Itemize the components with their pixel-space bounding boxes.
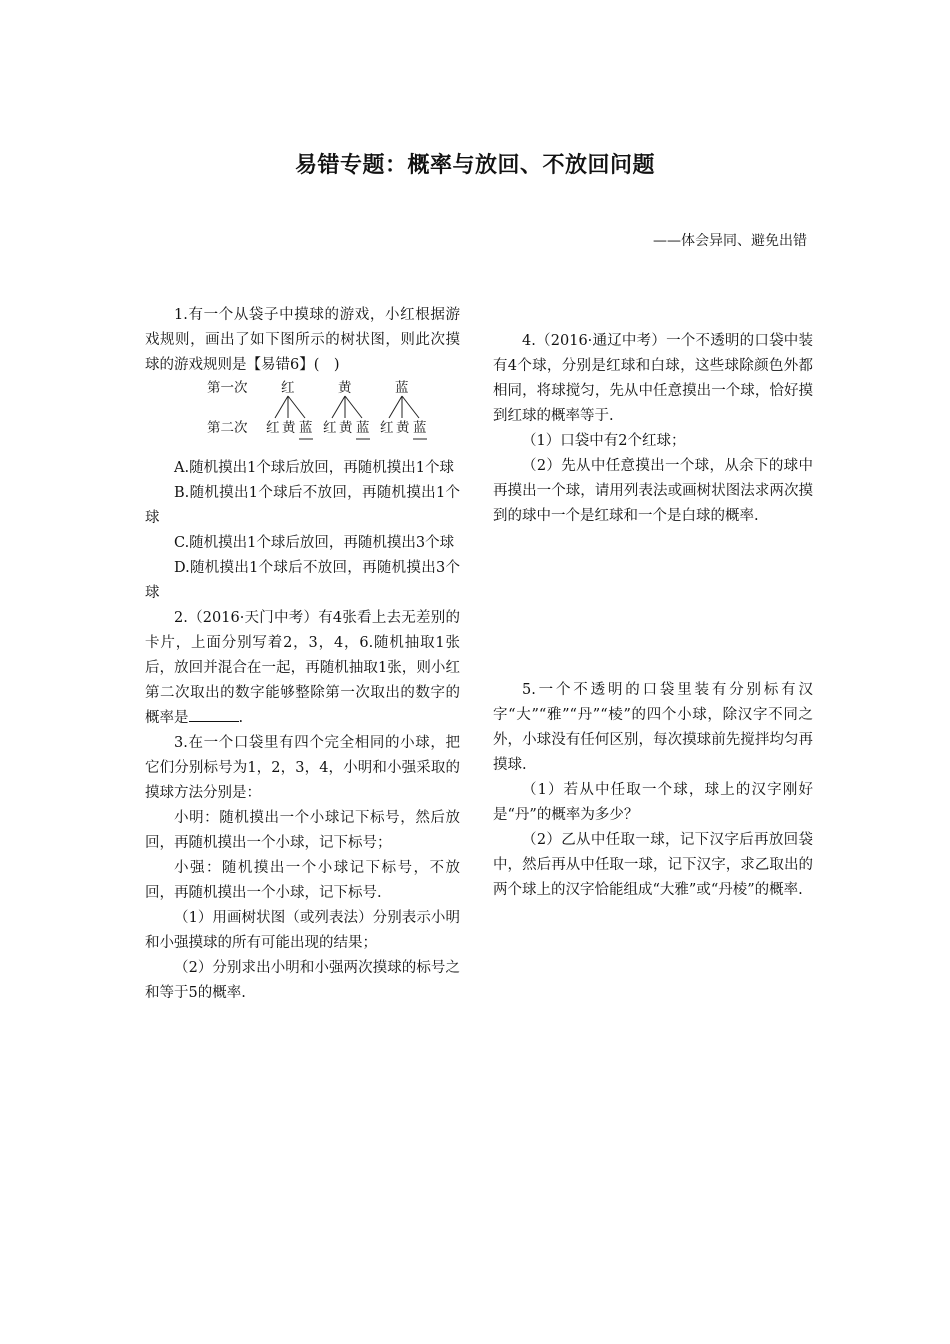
tree-row1-label: 第一次 xyxy=(207,380,248,396)
tree-leaf: 红 xyxy=(380,420,394,436)
q1-option-d: D.随机摸出1个球后不放回，再随机摸出3个球 xyxy=(145,560,460,601)
q3-xiaoming: 小明：随机摸出一个小球记下标号，然后放回，再随机摸出一个小球，记下标号； xyxy=(145,810,460,851)
q3-intro: 3.在一个口袋里有四个完全相同的小球，把它们分别标号为1，2，3，4，小明和小强采取的摸球方法分别是： xyxy=(145,735,460,801)
tree-leaf: 蓝 xyxy=(413,420,427,436)
q5-text: 5.一个不透明的口袋里装有分别标有汉字“大”“雅”“丹”“棱”的四个小球，除汉字不同之外，小球没有任何区别，每次摸球前先搅拌均匀再摸球. xyxy=(493,682,813,773)
tree-leaf: 蓝 xyxy=(299,420,313,436)
q2-text xyxy=(145,606,460,731)
q1-option-c: C.随机摸出1个球后放回，再随机摸出3个球 xyxy=(174,535,455,551)
answer-blank xyxy=(189,707,239,722)
q3-xiaoqiang: 小强：随机摸出一个小球记下标号，不放回，再随机摸出一个小球，记下标号. xyxy=(145,860,460,901)
tree-node: 黄 xyxy=(338,380,352,396)
q3-sub2: （2）分别求出小明和小强两次摸球的标号之和等于5的概率. xyxy=(145,960,460,1001)
tree-leaf: 黄 xyxy=(339,420,353,436)
tree-leaf: 蓝 xyxy=(356,420,370,436)
q4-text: 4.（2016·通辽中考）一个不透明的口袋中装有4个球，分别是红球和白球，这些球除颜色外都相同，将球搅匀，先从中任意摸出一个球，恰好摸到红球的概率等于. xyxy=(493,333,813,424)
tree-node: 蓝 xyxy=(395,380,409,396)
q2-end: . xyxy=(238,710,244,726)
q5-sub1: （1）若从中任取一个球，球上的汉字刚好是“丹”的概率为多少？ xyxy=(493,782,813,823)
q1-option-b: B.随机摸出1个球后不放回，再随机摸出1个球 xyxy=(145,485,460,526)
tree-row2-label: 第二次 xyxy=(207,420,248,436)
q1-stem: 1.有一个从袋子中摸球的游戏，小红根据游戏规则，画出了如下图所示的树状图，则此次摸球的游戏规则是【易错6】( ) xyxy=(145,307,460,373)
tree-leaf: 黄 xyxy=(282,420,296,436)
q5-block xyxy=(493,678,813,903)
q4-sub2: （2）先从中任意摸出一个球，从余下的球中再摸出一个球，请用列表法或画树状图法求两次摸到的球中一个是红球和一个是白球的概率. xyxy=(493,458,813,524)
left-column xyxy=(145,303,460,1006)
page-title: 易错专题：概率与放回、不放回问题 xyxy=(294,153,655,178)
q5-sub2: （2）乙从中任取一球，记下汉字后再放回袋中，然后再从中任取一球，记下汉字，求乙取出的两个球上的汉字恰能组成“大雅”或“丹棱”的概率. xyxy=(493,832,813,898)
q2-body: 2.（2016·天门中考）有4张看上去无差别的卡片，上面分别写着2，3，4，6.随机抽取1张后，放回并混合在一起，再随机抽取1张，则小红第二次取出的数字能够整除第一次取出的数字的概率是 xyxy=(145,610,460,726)
page-subtitle: ——体会异同、避免出错 xyxy=(653,233,807,249)
q4-block xyxy=(493,329,813,529)
tree-leaf: 红 xyxy=(266,420,280,436)
tree-diagram xyxy=(145,378,460,450)
tree-node: 红 xyxy=(281,380,295,396)
q4-sub1: （1）口袋中有2个红球； xyxy=(522,433,686,449)
tree-leaf: 黄 xyxy=(396,420,410,436)
q3-sub1: （1）用画树状图（或列表法）分别表示小明和小强摸球的所有可能出现的结果； xyxy=(145,910,460,951)
tree-leaf: 红 xyxy=(323,420,337,436)
q1-option-a: A.随机摸出1个球后放回，再随机摸出1个球 xyxy=(174,460,455,476)
